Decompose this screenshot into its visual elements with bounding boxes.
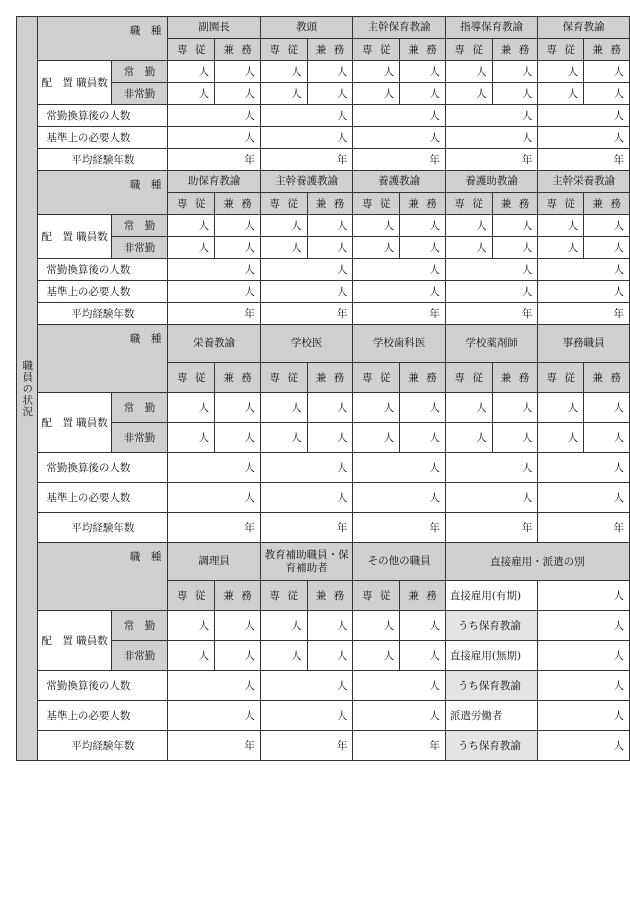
kijun-label: 基準上の必要人数 <box>38 281 168 303</box>
count-kenmu[interactable]: 人 <box>400 641 446 671</box>
count-senju[interactable]: 人 <box>353 611 400 641</box>
count-kenmu[interactable]: 人 <box>492 61 538 83</box>
kansan-value[interactable]: 人 <box>538 453 630 483</box>
dispatch-label: うち保育教諭 <box>445 611 538 641</box>
count-kenmu[interactable]: 人 <box>215 83 261 105</box>
senju-header <box>538 363 584 393</box>
count-senju[interactable]: 人 <box>538 83 584 105</box>
count-kenmu[interactable]: 人 <box>400 61 446 83</box>
count-kenmu[interactable]: 人 <box>215 641 261 671</box>
count-senju[interactable]: 人 <box>168 237 215 259</box>
keiken-value[interactable]: 年 <box>260 149 353 171</box>
keiken-value[interactable]: 年 <box>538 303 630 325</box>
staff-status-table <box>16 16 630 761</box>
kijun-label: 基準上の必要人数 <box>38 127 168 149</box>
senju-char: 専 <box>269 589 280 602</box>
count-senju[interactable]: 人 <box>353 423 400 453</box>
kijun-value[interactable]: 人 <box>260 483 353 513</box>
dispatch-label: うち保育教諭 <box>445 731 538 761</box>
role-header: 養護助教諭 <box>445 171 538 193</box>
kenmu-header <box>307 193 353 215</box>
keiken-value[interactable]: 年 <box>168 731 261 761</box>
kenmu-header <box>215 581 261 611</box>
senju-header <box>260 193 307 215</box>
senju-char: 従 <box>472 43 483 56</box>
senju-char: 従 <box>194 589 206 602</box>
kijun-value[interactable]: 人 <box>353 483 446 513</box>
count-kenmu[interactable]: 人 <box>400 83 446 105</box>
kenmu-char: 務 <box>333 371 345 384</box>
role-header: 調理員 <box>168 543 261 581</box>
count-kenmu[interactable]: 人 <box>400 237 446 259</box>
count-senju[interactable]: 人 <box>538 61 584 83</box>
jokin-label: 常 勤 <box>111 393 168 423</box>
kenmu-header <box>307 581 353 611</box>
kenmu-header <box>400 39 446 61</box>
dispatch-label: 派遣労働者 <box>445 701 538 731</box>
keiken-label: 平均経験年数 <box>38 513 168 543</box>
senju-char: 専 <box>361 43 373 56</box>
count-senju[interactable]: 人 <box>260 423 307 453</box>
senju-header <box>445 193 492 215</box>
count-senju[interactable]: 人 <box>260 83 307 105</box>
dispatch-value[interactable]: 人 <box>538 611 630 641</box>
count-senju[interactable]: 人 <box>353 83 400 105</box>
hijokin-label: 非常勤 <box>111 237 168 259</box>
senju-header <box>353 39 400 61</box>
role-header: 主幹栄養教諭 <box>538 171 630 193</box>
senju-char: 従 <box>287 589 298 602</box>
dispatch-value[interactable]: 人 <box>538 731 630 761</box>
kenmu-char: 務 <box>426 589 437 602</box>
shokushu-label: 職 種 <box>38 171 168 215</box>
keiken-value[interactable]: 年 <box>260 731 353 761</box>
keiken-label: 平均経験年数 <box>38 731 168 761</box>
senju-char: 専 <box>269 197 280 210</box>
role-header: 教頭 <box>260 17 353 39</box>
shokushu-label: 職 種 <box>38 17 168 61</box>
count-kenmu[interactable]: 人 <box>492 83 538 105</box>
count-kenmu[interactable]: 人 <box>215 423 261 453</box>
senju-char: 専 <box>546 197 557 210</box>
dispatch-value[interactable]: 人 <box>538 641 630 671</box>
count-kenmu[interactable]: 人 <box>307 237 353 259</box>
count-senju[interactable]: 人 <box>353 215 400 237</box>
kansan-value[interactable]: 人 <box>168 105 261 127</box>
senju-char: 専 <box>454 371 465 384</box>
kenmu-char: 兼 <box>592 371 603 384</box>
senju-header <box>445 39 492 61</box>
count-kenmu[interactable]: 人 <box>492 237 538 259</box>
role-header: 主幹保育教諭 <box>353 17 446 39</box>
count-kenmu[interactable]: 人 <box>400 215 446 237</box>
kenmu-char: 務 <box>241 197 252 210</box>
senju-char: 従 <box>379 197 391 210</box>
count-senju[interactable]: 人 <box>353 237 400 259</box>
kijun-value[interactable]: 人 <box>260 281 353 303</box>
senju-header <box>168 363 215 393</box>
keiken-value[interactable]: 年 <box>353 513 446 543</box>
kenmu-header <box>492 39 538 61</box>
kansan-value[interactable]: 人 <box>538 259 630 281</box>
count-senju[interactable]: 人 <box>445 83 492 105</box>
senju-char: 専 <box>361 589 373 602</box>
kenmu-header <box>215 39 261 61</box>
count-senju[interactable]: 人 <box>168 215 215 237</box>
kenmu-char: 兼 <box>500 371 512 384</box>
senju-char: 専 <box>546 43 557 56</box>
senju-char: 専 <box>546 371 557 384</box>
kenmu-header <box>584 363 630 393</box>
count-kenmu[interactable]: 人 <box>307 215 353 237</box>
senju-char: 専 <box>176 371 188 384</box>
keiken-value[interactable]: 年 <box>445 513 538 543</box>
senju-char: 専 <box>454 43 465 56</box>
kenmu-char: 兼 <box>592 43 603 56</box>
senju-char: 従 <box>564 43 575 56</box>
kenmu-char: 兼 <box>408 589 419 602</box>
count-senju[interactable]: 人 <box>260 61 307 83</box>
kansan-value[interactable]: 人 <box>353 105 446 127</box>
kansan-value[interactable]: 人 <box>260 105 353 127</box>
kenmu-char: 務 <box>610 197 621 210</box>
haichi-label: 配 置 職員数 <box>38 215 111 259</box>
role-header: 事務職員 <box>538 325 630 363</box>
count-senju[interactable]: 人 <box>445 215 492 237</box>
role-header: 教育補助職員・保育補助者 <box>260 543 353 581</box>
kenmu-header <box>307 363 353 393</box>
kijun-value[interactable]: 人 <box>538 281 630 303</box>
kenmu-header <box>492 193 538 215</box>
role-header: 学校薬剤師 <box>445 325 538 363</box>
shokushu-label: 職 種 <box>38 325 168 393</box>
kenmu-header <box>307 39 353 61</box>
hijokin-label: 非常勤 <box>111 641 168 671</box>
kenmu-char: 務 <box>426 371 437 384</box>
role-header: 学校歯科医 <box>353 325 446 363</box>
role-header: 副園長 <box>168 17 261 39</box>
count-senju[interactable]: 人 <box>353 641 400 671</box>
haichi-label: 配 置 職員数 <box>38 393 111 453</box>
kansan-value[interactable]: 人 <box>445 259 538 281</box>
senju-header <box>538 193 584 215</box>
senju-char: 従 <box>472 371 483 384</box>
keiken-label: 平均経験年数 <box>38 303 168 325</box>
count-senju[interactable]: 人 <box>168 393 215 423</box>
kijun-label: 基準上の必要人数 <box>38 701 168 731</box>
senju-char: 従 <box>472 197 483 210</box>
count-senju[interactable]: 人 <box>260 611 307 641</box>
keiken-label: 平均経験年数 <box>38 149 168 171</box>
kenmu-char: 務 <box>426 43 437 56</box>
kansan-label: 常勤換算後の人数 <box>38 105 168 127</box>
count-senju[interactable]: 人 <box>538 237 584 259</box>
kijun-value[interactable]: 人 <box>445 483 538 513</box>
kijun-value[interactable]: 人 <box>260 127 353 149</box>
count-kenmu[interactable]: 人 <box>584 215 630 237</box>
senju-char: 従 <box>194 43 206 56</box>
kansan-value[interactable]: 人 <box>168 453 261 483</box>
dispatch-value[interactable]: 人 <box>538 671 630 701</box>
count-kenmu[interactable]: 人 <box>215 237 261 259</box>
kansan-value[interactable]: 人 <box>260 453 353 483</box>
kenmu-char: 務 <box>333 43 345 56</box>
count-senju[interactable]: 人 <box>353 393 400 423</box>
keiken-value[interactable]: 年 <box>168 513 261 543</box>
keiken-value[interactable]: 年 <box>353 303 446 325</box>
role-header: 助保育教諭 <box>168 171 261 193</box>
count-senju[interactable]: 人 <box>353 61 400 83</box>
count-kenmu[interactable]: 人 <box>584 423 630 453</box>
senju-header <box>353 581 400 611</box>
kijun-value[interactable]: 人 <box>168 483 261 513</box>
count-kenmu[interactable]: 人 <box>307 641 353 671</box>
kenmu-char: 務 <box>426 197 437 210</box>
count-kenmu[interactable]: 人 <box>307 423 353 453</box>
kenmu-char: 兼 <box>223 43 234 56</box>
kenmu-char: 務 <box>518 43 530 56</box>
count-kenmu[interactable]: 人 <box>584 237 630 259</box>
kenmu-header <box>492 363 538 393</box>
kansan-label: 常勤換算後の人数 <box>38 259 168 281</box>
senju-header <box>353 193 400 215</box>
kijun-value[interactable]: 人 <box>168 701 261 731</box>
count-senju[interactable]: 人 <box>260 237 307 259</box>
kijun-value[interactable]: 人 <box>353 281 446 303</box>
kenmu-char: 兼 <box>223 197 234 210</box>
jokin-label: 常 勤 <box>111 611 168 641</box>
count-kenmu[interactable]: 人 <box>215 611 261 641</box>
count-kenmu[interactable]: 人 <box>584 61 630 83</box>
keiken-value[interactable]: 年 <box>353 149 446 171</box>
role-header: 学校医 <box>260 325 353 363</box>
role-header: その他の職員 <box>353 543 446 581</box>
keiken-value[interactable]: 年 <box>168 303 261 325</box>
kenmu-char: 兼 <box>223 371 234 384</box>
count-senju[interactable]: 人 <box>168 641 215 671</box>
role-header: 指導保育教諭 <box>445 17 538 39</box>
count-senju[interactable]: 人 <box>260 641 307 671</box>
count-kenmu[interactable]: 人 <box>307 611 353 641</box>
keiken-value[interactable]: 年 <box>260 513 353 543</box>
kansan-value[interactable]: 人 <box>353 453 446 483</box>
count-senju[interactable]: 人 <box>168 61 215 83</box>
senju-char: 従 <box>287 371 298 384</box>
kenmu-char: 兼 <box>408 371 419 384</box>
senju-header <box>168 39 215 61</box>
kenmu-char: 務 <box>518 197 530 210</box>
role-header: 養護教諭 <box>353 171 446 193</box>
count-kenmu[interactable]: 人 <box>492 423 538 453</box>
kenmu-char: 務 <box>518 371 530 384</box>
role-header: 保育教諭 <box>538 17 630 39</box>
count-kenmu[interactable]: 人 <box>307 393 353 423</box>
senju-char: 従 <box>287 43 298 56</box>
kenmu-char: 兼 <box>500 43 512 56</box>
senju-header <box>260 39 307 61</box>
senju-char: 専 <box>454 197 465 210</box>
senju-char: 従 <box>379 589 391 602</box>
senju-char: 専 <box>269 371 280 384</box>
kenmu-char: 務 <box>610 43 621 56</box>
count-kenmu[interactable]: 人 <box>400 423 446 453</box>
kenmu-char: 兼 <box>500 197 512 210</box>
count-kenmu[interactable]: 人 <box>400 393 446 423</box>
kijun-value[interactable]: 人 <box>538 127 630 149</box>
kansan-value[interactable]: 人 <box>260 259 353 281</box>
kansan-value[interactable]: 人 <box>445 105 538 127</box>
senju-char: 従 <box>194 371 206 384</box>
count-senju[interactable]: 人 <box>168 423 215 453</box>
kijun-value[interactable]: 人 <box>353 701 446 731</box>
count-senju[interactable]: 人 <box>538 215 584 237</box>
count-kenmu[interactable]: 人 <box>215 215 261 237</box>
senju-char: 従 <box>287 197 298 210</box>
kenmu-header <box>584 39 630 61</box>
hijokin-label: 非常勤 <box>111 423 168 453</box>
kansan-label: 常勤換算後の人数 <box>38 453 168 483</box>
jokin-label: 常 勤 <box>111 215 168 237</box>
senju-char: 専 <box>176 43 188 56</box>
dispatch-value[interactable]: 人 <box>538 701 630 731</box>
count-senju[interactable]: 人 <box>445 423 492 453</box>
kenmu-char: 務 <box>333 589 345 602</box>
haichi-label: 配 置 職員数 <box>38 611 111 671</box>
kijun-value[interactable]: 人 <box>260 701 353 731</box>
dispatch-label: うち保育教諭 <box>445 671 538 701</box>
senju-char: 従 <box>564 197 575 210</box>
kenmu-char: 務 <box>241 371 252 384</box>
senju-header <box>168 581 215 611</box>
keiken-value[interactable]: 年 <box>445 303 538 325</box>
dispatch-label: 直接雇用(無期) <box>445 641 538 671</box>
kenmu-header <box>215 363 261 393</box>
keiken-value[interactable]: 年 <box>260 303 353 325</box>
kijun-value[interactable]: 人 <box>168 127 261 149</box>
count-senju[interactable]: 人 <box>260 215 307 237</box>
role-header: 栄養教諭 <box>168 325 261 363</box>
keiken-value[interactable]: 年 <box>538 149 630 171</box>
kansan-value[interactable]: 人 <box>260 671 353 701</box>
kenmu-char: 務 <box>333 197 345 210</box>
count-kenmu[interactable]: 人 <box>307 83 353 105</box>
senju-header <box>260 581 307 611</box>
senju-header <box>538 39 584 61</box>
kansan-value[interactable]: 人 <box>353 671 446 701</box>
count-senju[interactable]: 人 <box>538 393 584 423</box>
count-senju[interactable]: 人 <box>445 237 492 259</box>
keiken-value[interactable]: 年 <box>445 149 538 171</box>
hijokin-label: 非常勤 <box>111 83 168 105</box>
senju-char: 専 <box>269 43 280 56</box>
dispatch-value[interactable]: 人 <box>538 581 630 611</box>
senju-char: 専 <box>176 589 188 602</box>
senju-header <box>353 363 400 393</box>
kenmu-char: 兼 <box>408 43 419 56</box>
kijun-label: 基準上の必要人数 <box>38 483 168 513</box>
senju-char: 専 <box>361 197 373 210</box>
count-kenmu[interactable]: 人 <box>215 393 261 423</box>
count-senju[interactable]: 人 <box>168 83 215 105</box>
dispatch-title: 直接雇用・派遣の別 <box>445 543 629 581</box>
kenmu-char: 兼 <box>223 589 234 602</box>
kenmu-char: 兼 <box>315 589 327 602</box>
kenmu-header <box>400 363 446 393</box>
kenmu-char: 兼 <box>592 197 603 210</box>
kijun-value[interactable]: 人 <box>353 127 446 149</box>
kansan-value[interactable]: 人 <box>168 671 261 701</box>
count-kenmu[interactable]: 人 <box>400 611 446 641</box>
kenmu-header <box>400 581 446 611</box>
count-senju[interactable]: 人 <box>445 61 492 83</box>
keiken-value[interactable]: 年 <box>353 731 446 761</box>
kijun-value[interactable]: 人 <box>445 281 538 303</box>
senju-char: 従 <box>379 371 391 384</box>
senju-header <box>260 363 307 393</box>
side-label: 職員の状況 <box>17 17 38 761</box>
senju-char: 従 <box>379 43 391 56</box>
kijun-value[interactable]: 人 <box>168 281 261 303</box>
kansan-value[interactable]: 人 <box>353 259 446 281</box>
shokushu-label: 職 種 <box>38 543 168 611</box>
count-kenmu[interactable]: 人 <box>584 83 630 105</box>
kenmu-char: 務 <box>610 371 621 384</box>
senju-char: 従 <box>564 371 575 384</box>
kenmu-char: 務 <box>241 589 252 602</box>
senju-char: 専 <box>176 197 188 210</box>
kansan-value[interactable]: 人 <box>445 453 538 483</box>
count-senju[interactable]: 人 <box>260 393 307 423</box>
senju-header <box>445 363 492 393</box>
keiken-value[interactable]: 年 <box>538 513 630 543</box>
kenmu-char: 兼 <box>315 43 327 56</box>
senju-char: 専 <box>361 371 373 384</box>
count-kenmu[interactable]: 人 <box>492 393 538 423</box>
kenmu-char: 務 <box>241 43 252 56</box>
senju-header <box>168 193 215 215</box>
kenmu-char: 兼 <box>315 197 327 210</box>
kenmu-header <box>584 193 630 215</box>
kijun-value[interactable]: 人 <box>538 483 630 513</box>
kansan-label: 常勤換算後の人数 <box>38 671 168 701</box>
kansan-value[interactable]: 人 <box>168 259 261 281</box>
dispatch-label: 直接雇用(有期) <box>445 581 538 611</box>
jokin-label: 常 勤 <box>111 61 168 83</box>
count-senju[interactable]: 人 <box>445 393 492 423</box>
kijun-value[interactable]: 人 <box>445 127 538 149</box>
kansan-value[interactable]: 人 <box>538 105 630 127</box>
keiken-value[interactable]: 年 <box>168 149 261 171</box>
kenmu-header <box>215 193 261 215</box>
haichi-label: 配 置 職員数 <box>38 61 111 105</box>
count-kenmu[interactable]: 人 <box>307 61 353 83</box>
kenmu-char: 兼 <box>315 371 327 384</box>
count-kenmu[interactable]: 人 <box>492 215 538 237</box>
count-senju[interactable]: 人 <box>168 611 215 641</box>
count-senju[interactable]: 人 <box>538 423 584 453</box>
kenmu-header <box>400 193 446 215</box>
role-header: 主幹養護教諭 <box>260 171 353 193</box>
senju-char: 従 <box>194 197 206 210</box>
count-kenmu[interactable]: 人 <box>215 61 261 83</box>
kenmu-char: 兼 <box>408 197 419 210</box>
count-kenmu[interactable]: 人 <box>584 393 630 423</box>
